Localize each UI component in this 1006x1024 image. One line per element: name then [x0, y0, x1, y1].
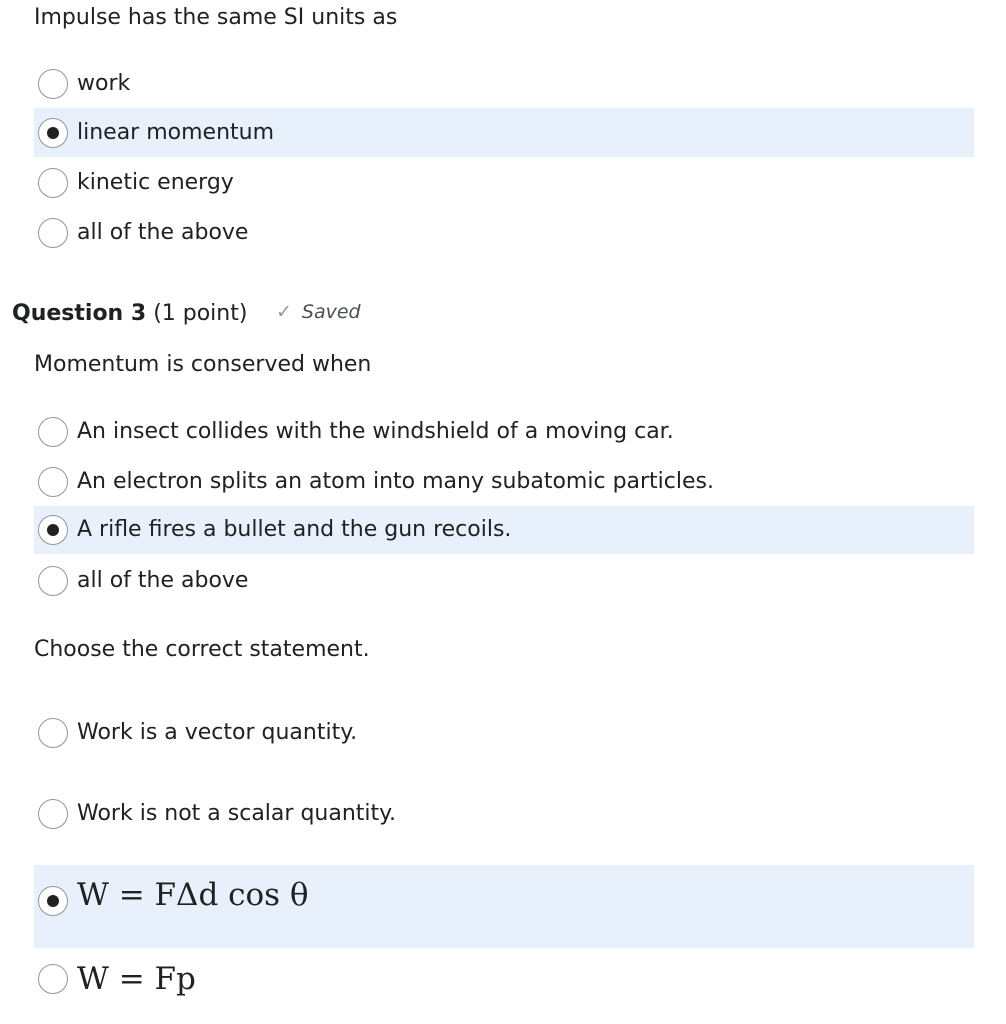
q2-option-kinetic-energy[interactable] [34, 160, 974, 206]
q3-option-all-of-the-above[interactable] [34, 558, 974, 604]
radio-button[interactable] [38, 718, 68, 748]
radio-button-selected[interactable] [38, 118, 68, 148]
saved-label: Saved [301, 301, 361, 323]
q4-option-work-formula[interactable] [34, 865, 974, 948]
option-label: kinetic energy [77, 170, 234, 195]
radio-button[interactable] [38, 467, 68, 497]
option-label: Work is a vector quantity. [77, 720, 358, 745]
question-4-prompt: Choose the correct statement. [34, 637, 370, 662]
checkmark-icon: ✓ [276, 301, 292, 323]
radio-button[interactable] [38, 964, 68, 994]
q4-option-work-fp[interactable] [34, 954, 974, 1004]
question-3-prompt: Momentum is conserved when [34, 352, 372, 377]
option-formula: W = FΔd cos θ [77, 877, 309, 913]
q2-option-work[interactable] [34, 61, 974, 107]
radio-button[interactable] [38, 218, 68, 248]
option-label: An insect collides with the windshield of a moving car. [77, 419, 674, 444]
q2-option-linear-momentum[interactable] [34, 108, 974, 157]
radio-button[interactable] [38, 69, 68, 99]
option-label: A rifle fires a bullet and the gun recoils. [77, 517, 512, 542]
radio-button-selected[interactable] [38, 515, 68, 545]
option-label: work [77, 71, 131, 96]
question-2-prompt: Impulse has the same SI units as [34, 5, 398, 30]
radio-button[interactable] [38, 168, 68, 198]
radio-button-selected[interactable] [38, 886, 68, 916]
question-points: (1 point) [153, 301, 248, 326]
radio-button[interactable] [38, 417, 68, 447]
q4-option-work-not-scalar[interactable] [34, 789, 974, 839]
saved-status [276, 301, 361, 323]
q3-option-insect[interactable] [34, 409, 974, 455]
q4-option-work-vector[interactable] [34, 708, 974, 758]
option-label: all of the above [77, 220, 249, 245]
radio-button[interactable] [38, 566, 68, 596]
q3-option-rifle[interactable] [34, 506, 974, 554]
option-label: An electron splits an atom into many subatomic particles. [77, 469, 714, 494]
question-title: Question 3 [12, 301, 147, 326]
q3-option-electron[interactable] [34, 459, 974, 505]
option-label: all of the above [77, 568, 249, 593]
question-3-header [12, 300, 247, 328]
q2-option-all-of-the-above[interactable] [34, 210, 974, 256]
option-label: Work is not a scalar quantity. [77, 801, 397, 826]
radio-button[interactable] [38, 799, 68, 829]
option-formula: W = Fp [77, 961, 196, 997]
option-label: linear momentum [77, 119, 275, 145]
